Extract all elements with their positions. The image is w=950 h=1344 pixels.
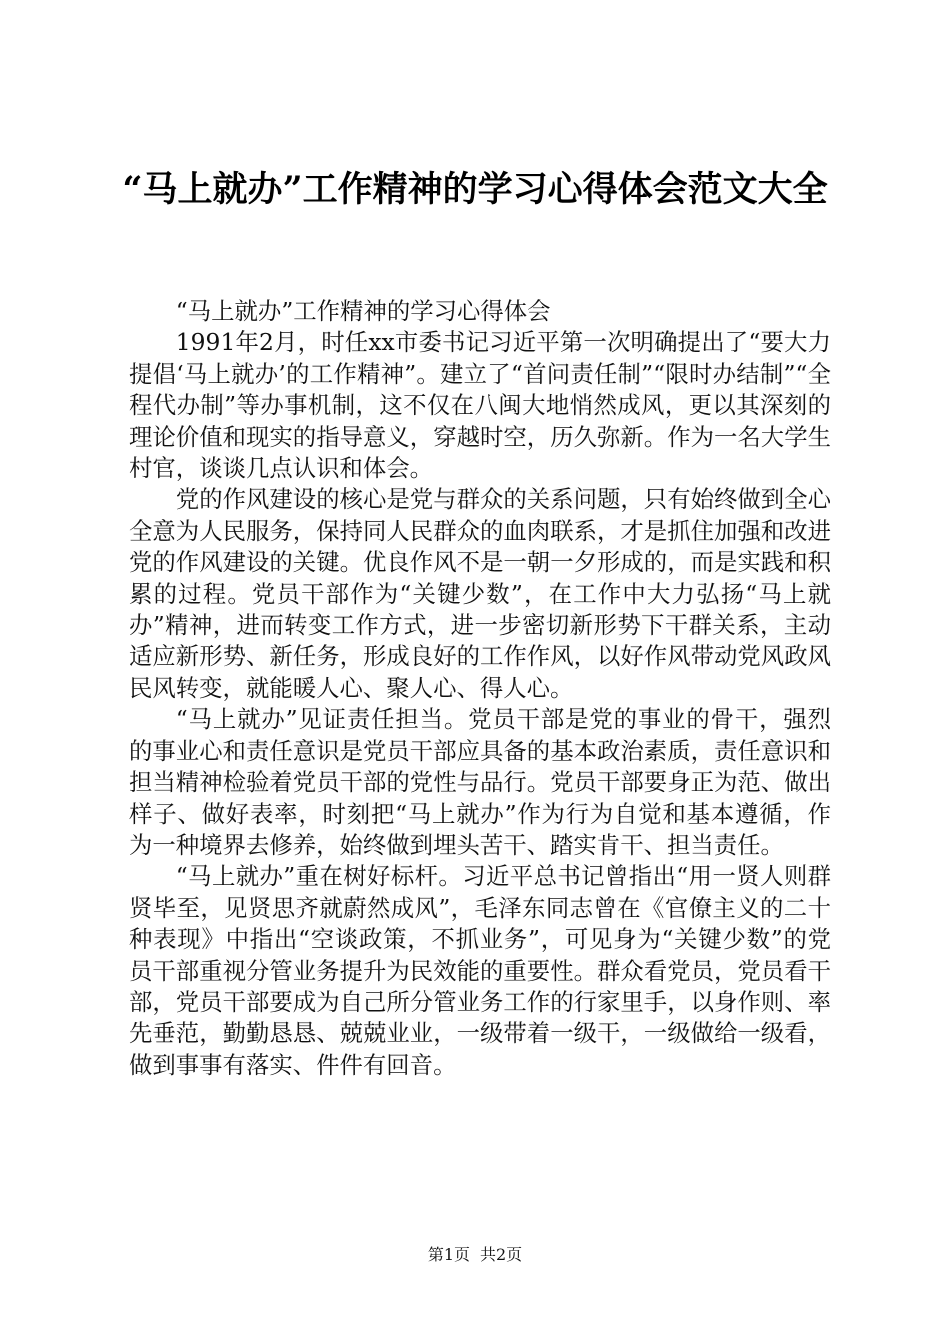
document-body [129, 296, 831, 1081]
subtitle-paragraph: “马上就办”工作精神的学习心得体会 [175, 297, 551, 325]
body-paragraph: 党的作风建设的核心是党与群众的关系问题，只有始终做到全心全意为人民服务，保持同人民群众的血肉联系，才是抓住加强和改进党的作风建设的关键。优良作风不是一朝一夕形成的，而是实践和积累的过程。党员干部作为“关键少数”，在工作中大力弘扬“马上就办”精神，进而转变工作方式，进一步密切新形势下干群关系，主动适应新形势、新任务，形成良好的工作作风，以好作风带动党风政风民风转变，就能暖人心、聚人心、得人心。 [129, 485, 831, 702]
page-footer [0, 1244, 950, 1266]
body-paragraph: 1991年2月，时任xx市委书记习近平第一次明确提出了“要大力提倡‘马上就办’的工作精神”。建立了“首问责任制”“限时办结制”“全程代办制”等办事机制，这不仅在八闽大地悄然成风，更以其深刻的理论价值和现实的指导意义，穿越时空，历久弥新。作为一名大学生村官，谈谈几点认识和体会。 [129, 328, 831, 483]
page-number-total: 共2页 [480, 1245, 523, 1264]
body-paragraph: “马上就办”见证责任担当。党员干部是党的事业的骨干，强烈的事业心和责任意识是党员干部应具备的基本政治素质，责任意识和担当精神检验着党员干部的党性与品行。党员干部要身正为范、做出样子、做好表率，时刻把“马上就办”作为行为自觉和基本遵循，作为一种境界去修养，始终做到埋头苦干、踏实肯干、担当责任。 [129, 705, 831, 859]
document-title: “马上就办”工作精神的学习心得体会范文大全 [122, 169, 828, 210]
body-paragraph: “马上就办”重在树好标杆。习近平总书记曾指出“用一贤人则群贤毕至，见贤思齐就蔚然成风”，毛泽东同志曾在《官僚主义的二十种表现》中指出“空谈政策，不抓业务”，可见身为“关键少数”的党员干部重视分管业务提升为民效能的重要性。群众看党员，党员看干部，党员干部要成为自己所分管业务工作的行家里手，以身作则、率先垂范，勤勤恳恳、兢兢业业，一级带着一级干，一级做给一级看，做到事事有落实、件件有回音。 [129, 862, 831, 1079]
page-number-current: 第1页 [427, 1245, 470, 1264]
